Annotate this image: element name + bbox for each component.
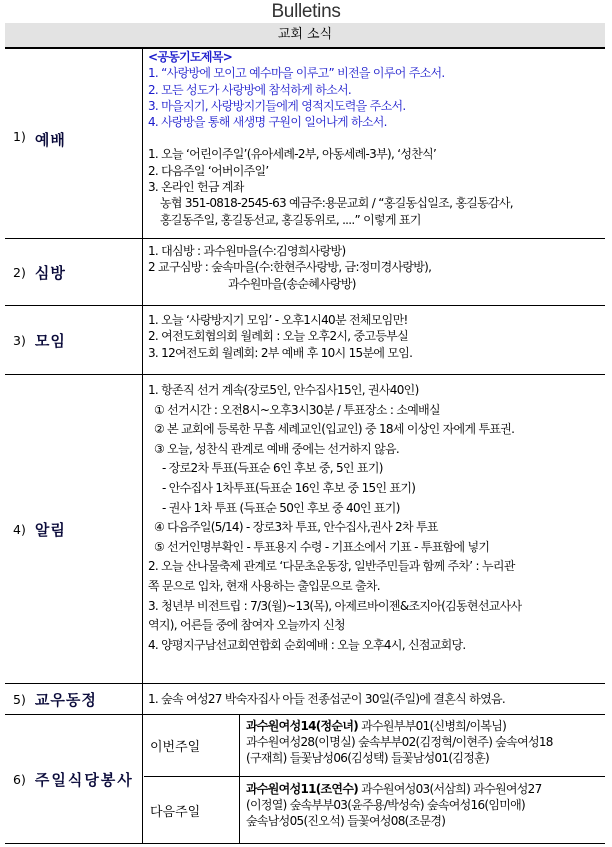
kitchen-service-title: 주일식당봉사 [34, 770, 134, 789]
page-title: Bulletins [271, 1, 341, 22]
prayer-title: <공동기도제목> [148, 50, 233, 64]
this-week-label: 이번주일 [144, 715, 240, 776]
worship-item: 1. 오늘 ‘어린이주일’(유아세례-2부, 아동세례-3부), ‘성찬식’ [148, 147, 437, 162]
next-week-label: 다음주일 [144, 777, 240, 844]
announcements-number: 4) [13, 521, 26, 537]
announcement-detail: - 권사 1차 투표 (득표순 50인 후보 중 40인 표기) [162, 500, 400, 515]
announcements-title: 알림 [34, 520, 66, 539]
this-week-lead: 과수원여성14(정순녀) [246, 719, 359, 733]
meeting-item: 2. 여전도회협의회 월례회 : 오늘 오후2시, 중고등부실 [148, 329, 408, 344]
row-member-news [5, 684, 605, 715]
worship-item: 2. 다음주일 ‘어버이주일’ [148, 163, 269, 178]
row-announcements [5, 375, 605, 684]
bank-account: 농협 351-0818-2545-63 예금주:용문교회 / “홍길동십일조, 홍길동감사, [160, 196, 513, 211]
member-news-title: 교우동정 [34, 690, 97, 709]
worship-title: 예배 [34, 131, 66, 149]
announcement-detail: - 장로2차 투표(득표순 6인 후보 중, 5인 표기) [162, 461, 383, 476]
worship-number: 1) [13, 129, 26, 144]
visitation-title: 심방 [34, 263, 66, 282]
visitation-label [5, 239, 143, 305]
prayer-item: 1. “사랑방에 모이고 예수마을 이루고” 비전을 이루어 주소서. [148, 66, 445, 81]
visitation-number: 2) [13, 264, 26, 280]
announcement-item: 2. 오늘 산나물축제 관계로 ‘다문초운동장, 일반주민들과 함께 주차’ : 누리관 [148, 559, 515, 574]
next-week-line: 과수원여성03(서삼희) 과수원여성27 [358, 782, 542, 796]
announcement-subitem: ③ 오늘, 성찬식 관계로 예배 중에는 선거하지 않음. [154, 441, 400, 456]
row-meetings [5, 306, 605, 375]
announcement-item: 4. 양평지구남선교회연합회 순회예배 : 오늘 오후4시, 신점교회당. [148, 637, 466, 652]
member-news-item: 1. 숲속 여성27 박숙자집사 아들 전종섭군이 30일(주일)에 결혼식 하였음. [148, 691, 505, 706]
worship-item: 3. 온라인 헌금 계좌 [148, 180, 244, 195]
announcement-detail: - 안수집사 1차투표(득표순 16인 후보 중 15인 표기) [162, 480, 416, 495]
this-week-line: 과수원부부01(신병희/이복님) [358, 719, 507, 733]
visitation-item: 과수원마을(송순혜사랑방) [228, 276, 356, 291]
worship-content [144, 49, 605, 238]
announcement-item-cont: 쪽 문으로 입차, 현재 사용하는 출입문으로 출차. [148, 578, 380, 593]
announcement-item: 1. 항존직 선거 계속(장로5인, 안수집사15인, 권사40인) [148, 383, 419, 397]
announcement-subitem: ⑤ 선거인명부확인 - 투표용지 수령 - 기표소에서 기표 - 투표함에 넣기 [154, 539, 490, 554]
announcement-subitem: ① 선거시간 : 오전8시~오후3시30분 / 투표장소 : 소예배실 [154, 402, 440, 417]
worship-label [5, 49, 143, 238]
member-news-label [5, 684, 143, 714]
row-worship [5, 49, 605, 239]
announcement-subitem: ② 본 교회에 등록한 무흠 세례교인(입교인) 중 18세 이상인 자에게 투표권. [154, 422, 515, 437]
meetings-title: 모임 [34, 331, 66, 350]
next-week-content [241, 777, 605, 844]
row-kitchen-service [5, 715, 605, 844]
member-news-number: 5) [13, 691, 26, 707]
prayer-item: 2. 모든 성도가 사랑방에 참석하게 하소서. [148, 82, 352, 97]
bank-account-note: 홍길동주일, 홍길동선교, 홍길동위로, ....” 이렇게 표기 [160, 212, 421, 227]
visitation-content [144, 239, 605, 305]
this-week-line: (구재희) 들꽃남성06(김성택) 들꽃남성01(김정훈) [246, 751, 490, 765]
meetings-label [5, 306, 143, 374]
member-news-content [144, 684, 605, 714]
prayer-item: 3. 마을지기, 사랑방지기들에게 영적지도력을 주소서. [148, 98, 406, 113]
meeting-item: 3. 12여전도회 월례회: 2부 예배 후 10시 15분에 모임. [148, 345, 413, 360]
visitation-item: 1. 대심방 : 과수원마을(수:김영희사랑방) [148, 244, 346, 258]
meetings-content [144, 306, 605, 374]
announcement-item-cont: 역지), 어른들 중에 참여자 오늘까지 신청 [148, 618, 345, 633]
visitation-item: 2 교구심방 : 숲속마을(수:한현주사랑방, 금:정미경사랑방), [148, 260, 432, 275]
prayer-item: 4. 사랑방을 통해 새생명 구원이 일어나게 하소서. [148, 115, 387, 130]
next-week-lead: 과수원여성11(조연수) [246, 782, 359, 796]
row-visitation [5, 239, 605, 306]
kitchen-service-number: 6) [13, 771, 26, 787]
meetings-number: 3) [13, 332, 26, 348]
announcements-content [144, 375, 605, 683]
kitchen-service-label [5, 715, 143, 843]
next-week-line: (이정열) 숲속부부03(윤주용/박성숙) 숲속여성16(임미애) [246, 798, 526, 812]
next-week-line: 숲속남성05(진오석) 들꽃여성08(조문경) [246, 814, 446, 828]
announcements-label [5, 375, 143, 683]
this-week-line: 과수원여성28(이명실) 숲속부부02(김정혁/이현주) 숲속여성18 [246, 735, 553, 749]
this-week-content [241, 715, 605, 776]
section-header: 교회 소식 [5, 23, 605, 49]
announcement-item: 3. 청년부 비전트립 : 7/3(월)~13(목), 아제르바이젠&조지아(김동현선교사사 [148, 598, 522, 613]
announcement-subitem: ④ 다음주일(5/14) - 장로3차 투표, 안수집사,권사 2차 투표 [154, 520, 438, 535]
meeting-item: 1. 오늘 ‘사랑방지기 모임’ - 오후1시40분 전체모임만! [148, 313, 408, 327]
